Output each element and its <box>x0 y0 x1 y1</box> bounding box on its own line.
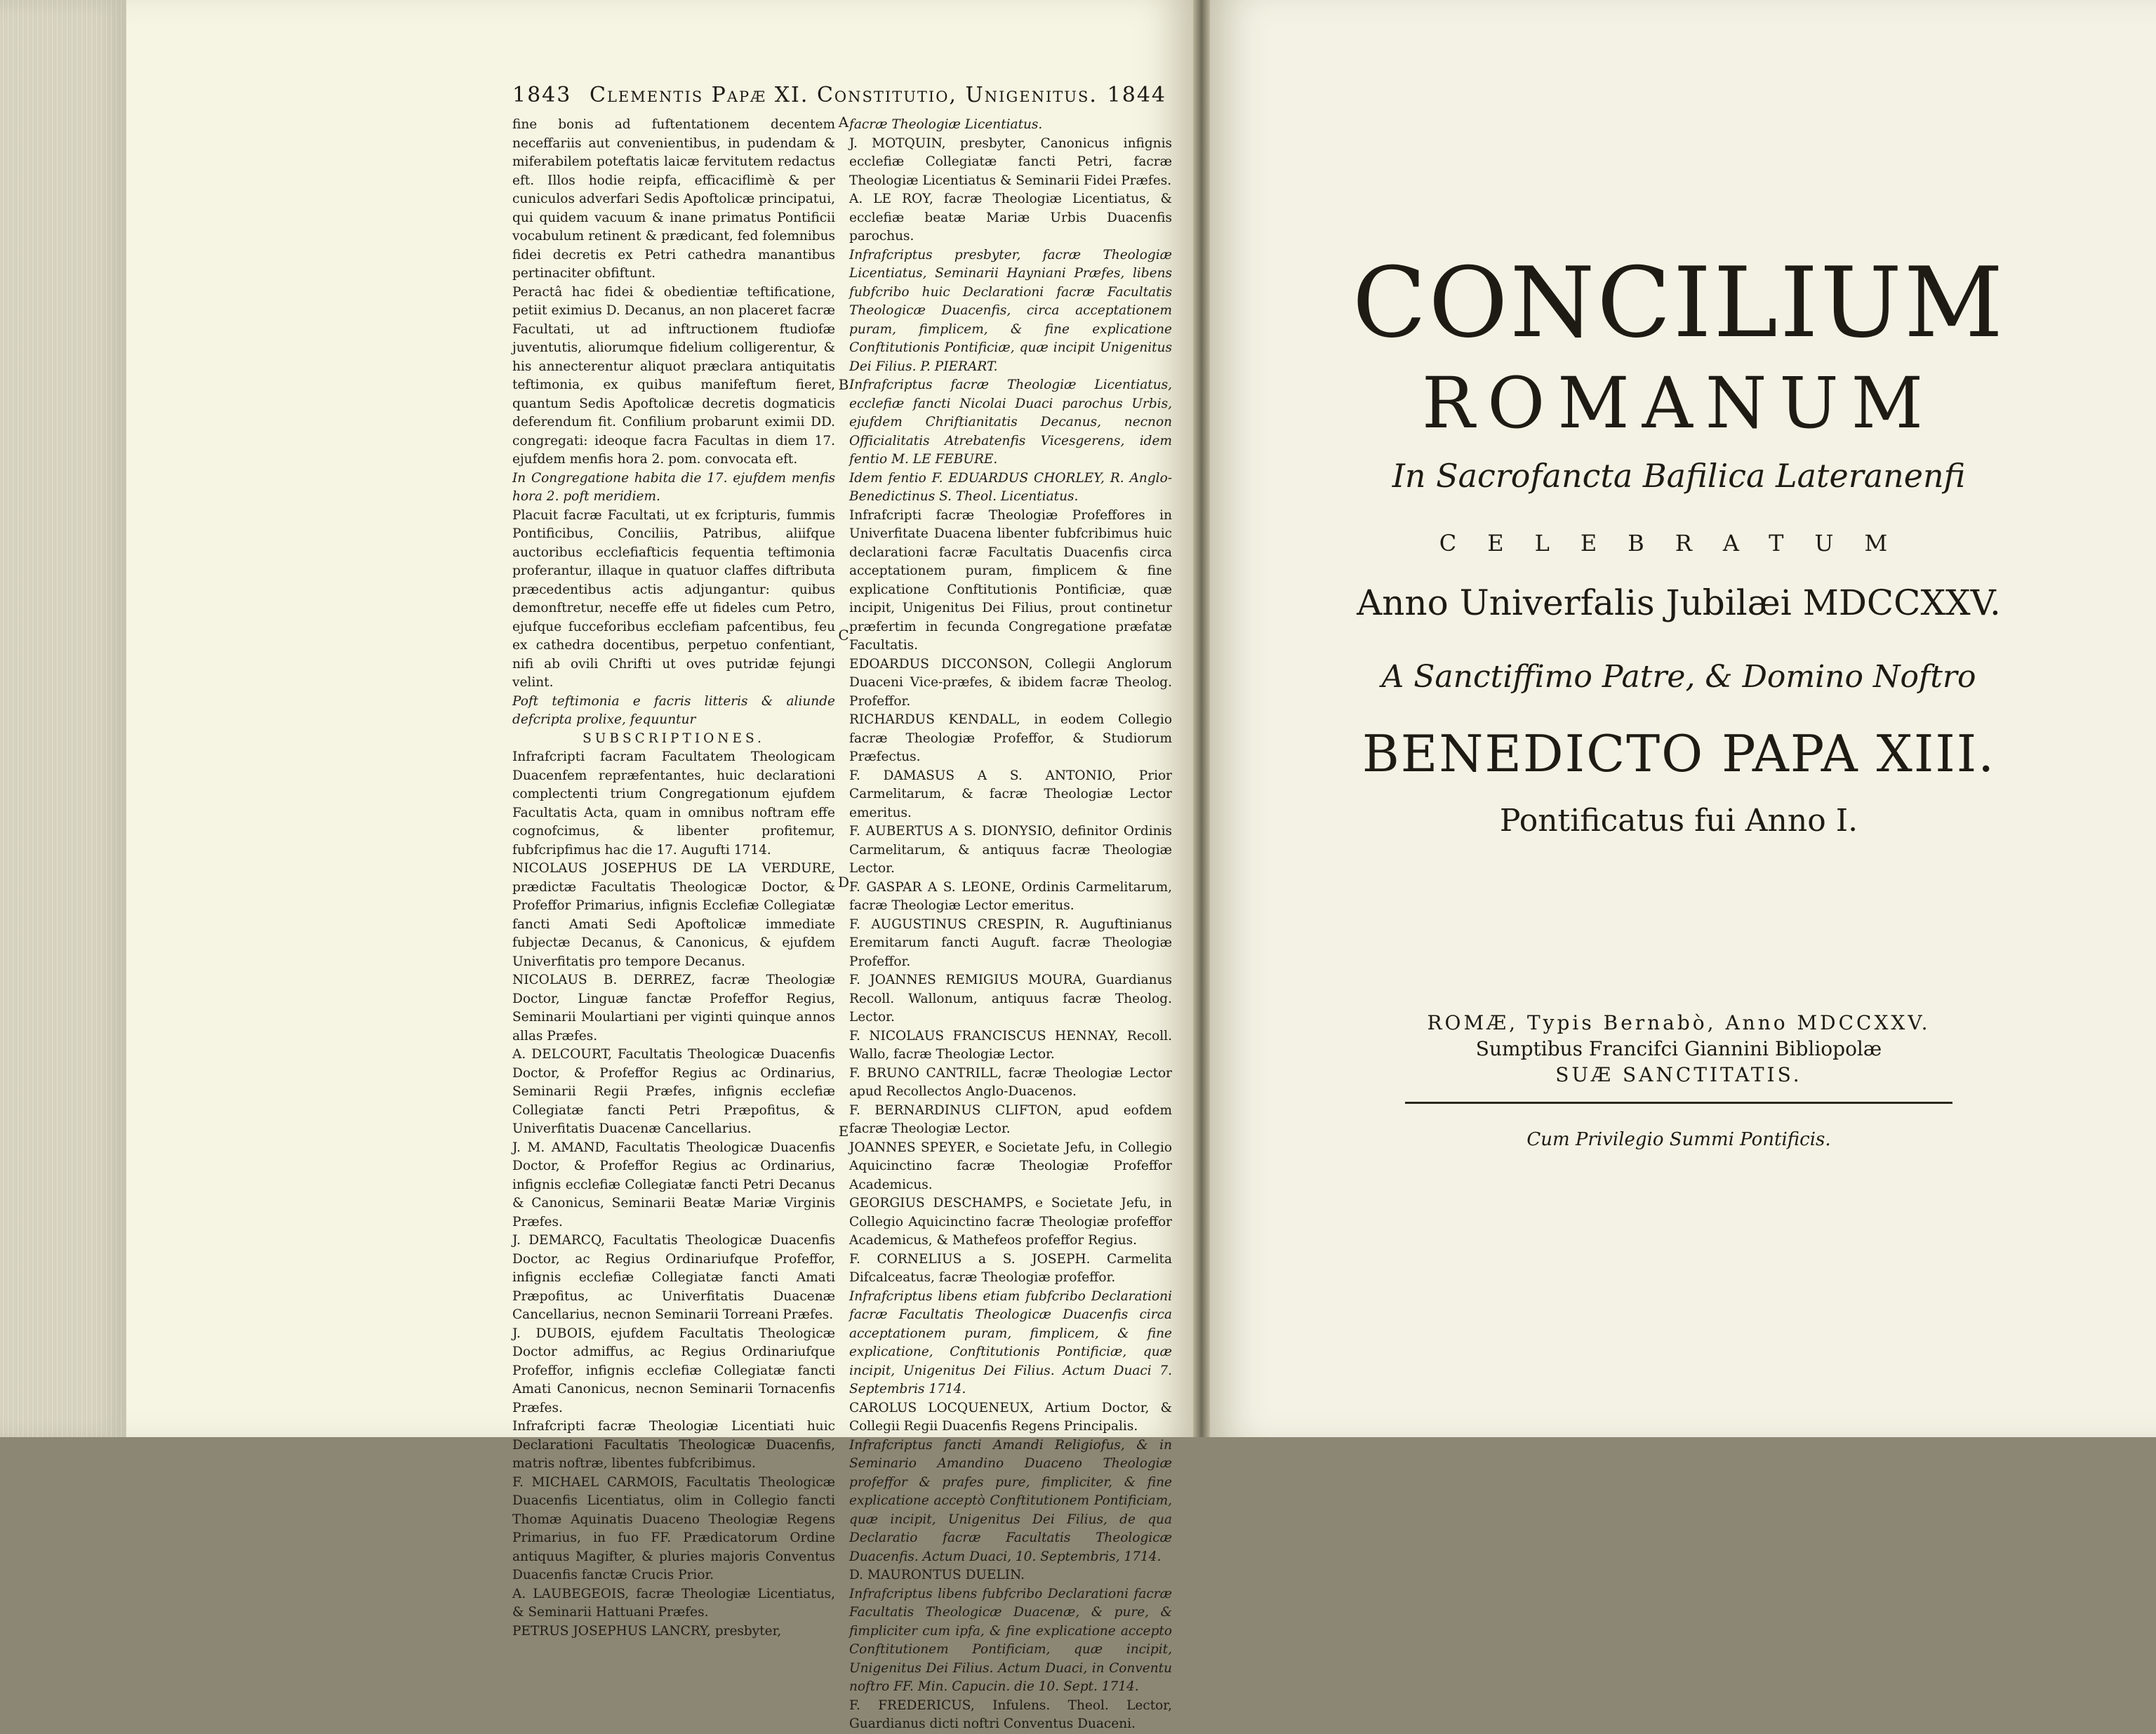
imprint-line: SUÆ SANCTITATIS. <box>1555 1063 1802 1086</box>
text-paragraph: SUBSCRIPTIONES. <box>583 731 765 746</box>
text-paragraph: F. AUGUSTINUS CRESPIN, R. Auguftinianus Eremitarum fancti Auguft. facræ Theologiæ Profeffor. <box>849 916 1172 969</box>
text-paragraph: NICOLAUS JOSEPHUS DE LA VERDURE, prædictæ Facultatis Theologicæ Doctor, & Profeffor Primarius, infignis Ecclefiæ Collegiatæ fancti Amati Sedi Apoftolicæ immediate fubjectæ Decanus, & Canonicus, & ejufdem Univerfitatis pro tempore Decanus. <box>512 861 835 969</box>
text-paragraph: A. LAUBEGEOIS, facræ Theologiæ Licentiatus, & Seminarii Hattuani Præfes. <box>512 1586 835 1620</box>
text-paragraph: F. MICHAEL CARMOIS, Facultatis Theologicæ Duacenfis Licentiatus, olim in Collegio fancti Thomæ Aquinatis Duaceno Theologiæ Regens Primarius, in fuo FF. Prædicatorum Ordine antiquus Magifter, & pluries majoris Conventus Duacenfis fanctæ Crucis Prior. <box>512 1474 835 1582</box>
text-paragraph: Peractâ hac fidei & obedientiæ teftificatione, petiit eximius D. Decanus, an non placeret facræ Facultati, ut ad inftructionem ftudiofæ juventutis, aliorumque fidelium colligerentur, & his annecterentur aliquot præclara antiquitatis teftimonia, ex quibus manifeftum fieret, quantum Sedis Apoftolicæ decretis dogmaticis deferendum fit. Confilium probarunt eximii DD. congregati: ideoque facra Facultas in diem 17. ejufdem menfis hora 2. pom. convocata eft. <box>512 284 835 467</box>
text-paragraph: Infrafcripti facræ Theologiæ Profeffores in Univerfitate Duacena libenter fubfcribimus huic declarationi facræ Facultatis Duacenfis circa acceptationem puram, fimplicem & fine explicatione Conftitutionis Pontificiæ, quæ incipit, Unigenitus Dei Filius, prout continetur præfertim in fecunda Congregatione præfatæ Facultatis. <box>849 507 1172 653</box>
margin-letter: B <box>838 376 849 393</box>
text-paragraph: J. M. AMAND, Facultatis Theologicæ Duacenfis Doctor, & Profeffor Regius ac Ordinarius, infignis ecclefiæ Collegiatæ fancti Petri Decanus & Canonicus, Seminarii Beatæ Mariæ Virginis Præfes. <box>512 1140 835 1229</box>
text-column-left <box>512 116 835 1639</box>
text-paragraph: F. FREDERICUS, Infulens. Theol. Lector, Guardianus dicti noftri Conventus Duaceni. <box>849 1698 1172 1731</box>
text-paragraph: CAROLUS LOCQUENEUX, Artium Doctor, & Collegii Regii Duacenfis Regens Principalis. <box>849 1400 1172 1434</box>
text-paragraph: F. BRUNO CANTRILL, facræ Theologiæ Lector apud Recollectos Anglo-Duacenos. <box>849 1065 1172 1099</box>
privilegio-line: Cum Privilegio Summi Pontificis. <box>1526 1129 1831 1150</box>
running-head <box>512 83 1166 116</box>
imprint-line: ROMÆ, Typis Bernabò, Anno MDCCXXV. <box>1427 1011 1931 1034</box>
margin-letter: C <box>838 627 849 643</box>
text-paragraph: J. MOTQUIN, presbyter, Canonicus infignis ecclefiæ Collegiatæ fancti Petri, facræ Theologiæ Licentiatus & Seminarii Fidei Præfes. <box>849 135 1172 188</box>
text-paragraph: EDOARDUS DICCONSON, Collegii Anglorum Duaceni Vice-præfes, & ibidem facræ Theolog. Profeffor. <box>849 656 1172 709</box>
text-column-right <box>849 116 1172 1731</box>
text-paragraph: PETRUS JOSEPHUS LANCRY, presbyter, <box>512 1623 782 1639</box>
text-paragraph: JOANNES SPEYER, e Societate Jefu, in Collegio Aquicinctino facræ Theologiæ Profeffor Academicus. <box>849 1140 1172 1192</box>
text-paragraph: D. MAURONTUS DUELIN. <box>849 1568 1025 1582</box>
imprint-line: Sumptibus Francifci Giannini Bibliopolæ <box>1475 1037 1882 1060</box>
text-paragraph: In Congregatione habita die 17. ejufdem menfis hora 2. poft meridiem. <box>512 470 835 504</box>
text-paragraph: J. DUBOIS, ejufdem Facultatis Theologicæ Doctor admiffus, ac Regius Ordinariufque Profeffor, infignis ecclefiæ Collegiatæ fancti Amati Canonicus, necnon Seminarii Tornacenfis Præfes. <box>512 1326 835 1415</box>
text-paragraph: Idem fentio F. EDUARDUS CHORLEY, R. Anglo-Benedictinus S. Theol. Licentiatus. <box>849 470 1172 504</box>
text-paragraph: Poft teftimonia e facris litteris & aliunde defcripta prolixe, fequuntur <box>512 693 835 727</box>
text-paragraph: F. BERNARDINUS CLIFTON, apud eofdem facræ Theologiæ Lector. <box>849 1102 1172 1136</box>
text-paragraph: F. CORNELIUS a S. JOSEPH. Carmelita Difcalceatus, facræ Theologiæ profeffor. <box>849 1251 1172 1285</box>
text-paragraph: Infrafcriptus facræ Theologiæ Licentiatus, ecclefiæ fancti Nicolai Duaci parochus Urbis, ejufdem Chriftianitatis Decanus, necnon Officialitatis Atrebatenfis Vicesgerens, idem fentio M. LE FEBURE. <box>849 378 1172 467</box>
text-paragraph: Infrafcriptus libens etiam fubfcribo Declarationi facræ Facultatis Theologicæ Duacenfis circa acceptationem puram, fimplicem, & fine explicatione, Conftitutionis Pontificiæ, quæ incipit, Unigenitus Dei Filius. Actum Duaci 7. Septembris 1714. <box>849 1288 1172 1396</box>
title-pontificatus: Pontificatus fui Anno I. <box>1499 803 1858 839</box>
text-paragraph: A. LE ROY, facræ Theologiæ Licentiatus, & ecclefiæ beatæ Mariæ Urbis Duacenfis parochus. <box>849 192 1172 244</box>
text-paragraph: F. DAMASUS A S. ANTONIO, Prior Carmelitarum, & facræ Theologiæ Lector emeritus. <box>849 768 1172 820</box>
text-paragraph: NICOLAUS B. DERREZ, facræ Theologiæ Doctor, Linguæ fanctæ Profeffor Regius, Seminarii Moulartiani per viginti quinque annos allas Præfes. <box>512 973 835 1043</box>
margin-letter: D <box>838 874 850 891</box>
page-number-right: 1844 <box>1107 83 1166 107</box>
title-concilium: CONCILIUM <box>1352 246 2006 359</box>
text-paragraph: facræ Theologiæ Licentiatus. <box>849 117 1043 132</box>
text-paragraph: J. DEMARCQ, Facultatis Theologicæ Duacenfis Doctor, ac Regius Ordinariufque Profeffor, infignis ecclefiæ Collegiatæ fancti Amati Præpofitus, ac Univerfitatis Duacenæ Cancellarius, necnon Seminarii Torreani Præfes. <box>512 1233 835 1322</box>
page-block-edge <box>0 0 126 1437</box>
text-paragraph: RICHARDUS KENDALL, in eodem Collegio facræ Theologiæ Profeffor, & Studiorum Præfectus. <box>849 712 1172 764</box>
page-number-left: 1843 <box>512 83 572 107</box>
text-paragraph: Infrafcriptus presbyter, facræ Theologiæ Licentiatus, Seminarii Hayniani Præfes, libens fubfcribo huic Declarationi facræ Facultatis Theologicæ Duacenfis, circa acceptationem puram, fimplicem, & fine explicatione Conftitutionis Pontificiæ, quæ incipit Unigenitus Dei Filius. P. PIERART. <box>849 247 1172 374</box>
running-title: Clementis Papæ XI. Constitutio, Unigenitus. <box>590 83 1098 107</box>
text-paragraph: F. NICOLAUS FRANCISCUS HENNAY, Recoll. Wallo, facræ Theologiæ Lector. <box>849 1028 1172 1062</box>
text-paragraph: Infrafcriptus libens fubfcribo Declarationi facræ Facultatis Theologicæ Duacenæ, & pure, & fimpliciter cum ipfa, & fine explicatione accepto Conftitutionem Pontificiam, quæ incipit, Unigenitus Dei Filius. Actum Duaci, in Conventu noftro FF. Min. Capucin. die 10. Sept. 1714. <box>849 1586 1172 1694</box>
margin-letter: A <box>838 114 849 131</box>
text-paragraph: Infrafcripti facram Facultatem Theologicam Duacenfem repræfentantes, huic declarationi complectenti trium Congregationum ejufdem Facultatis Acta, quam in omnibus noftram effe cognofcimus, & libenter profitemur, fubfcripfimus hac die 17. Augufti 1714. <box>512 749 835 858</box>
title-anno: Anno Univerfalis Jubilæi MDCCXXV. <box>1357 582 2001 623</box>
text-paragraph: fine bonis ad fuftentationem decentem neceffariis aut convenientibus, in pudendam & miferabilem poteftatis laicæ fervitutem redactus eft. Illos hodie reipfa, efficaciflimè & per cuniculos adverfari Sedis Apoftolicæ principatui, qui quidem vacuum & inane primatus Pontificii vocabulum retinent & prædicant, fed folemnibus fidei decretis ex Petri cathedra manantibus pertinaciter obfiftunt. <box>512 117 835 281</box>
text-paragraph: A. DELCOURT, Facultatis Theologicæ Duacenfis Doctor, & Profeffor Regius ac Ordinarius, Seminarii Regii Præfes, infignis ecclefiæ Collegiatæ fancti Petri Præpofitus, & Univerfitatis Duacenæ Cancellarius. <box>512 1047 835 1136</box>
text-paragraph: F. AUBERTUS A S. DIONYSIO, definitor Ordinis Carmelitarum, & antiquus facræ Theologiæ Lector. <box>849 824 1172 876</box>
text-paragraph: F. GASPAR A S. LEONE, Ordinis Carmelitarum, facræ Theologiæ Lector emeritus. <box>849 879 1172 913</box>
title-page <box>1202 0 2156 1437</box>
title-basilica: In Sacrofancta Bafilica Lateranenfi <box>1392 457 1966 495</box>
text-paragraph: F. JOANNES REMIGIUS MOURA, Guardianus Recoll. Wallonum, antiquus facræ Theolog. Lector. <box>849 973 1172 1025</box>
margin-letter: E <box>838 1123 849 1140</box>
title-celebratum: CELEBRATUM <box>1439 530 1919 556</box>
text-paragraph: Placuit facræ Facultati, ut ex fcripturis, fummis Pontificibus, Conciliis, Patribus, aliifque auctoribus ecclefiafticis fequentia teftimonia proferantur, illaque in quatuor claffes diftributa præcedentibus actis adjungantur: quibus demonftretur, neceffe effe ut fideles cum Petro, ejufque fucceforibus ecclefiam pafcentibus, feu ex cathedra docentibus, perpetuo confentiant, nifi ab ovili Chrifti ut oves putridæ fejungi velint. <box>512 507 835 690</box>
horizontal-rule <box>1405 1102 1952 1104</box>
title-sanctissimo: A Sanctiffimo Patre, & Domino Noftro <box>1381 659 1976 695</box>
text-paragraph: GEORGIUS DESCHAMPS, e Societate Jefu, in Collegio Aquicinctino facræ Theologiæ profeffor Academicus, & Mathefeos profeffor Regius. <box>849 1196 1172 1248</box>
title-romanum: ROMANUM <box>1421 362 1936 444</box>
text-paragraph: Infrafcriptus fancti Amandi Religiofus, & in Seminario Amandino Duaceno Theologiæ profeffor & prafes pure, fimpliciter, & fine explicatione acceptò Conftitutionem Pontificiam, quæ incipit, Unigenitus Dei Filius, de qua Declaratio facræ Facultatis Theologicæ Duacenfis. Actum Duaci, 10. Septembris, 1714. <box>849 1437 1172 1564</box>
text-paragraph: Infrafcripti facræ Theologiæ Licentiati huic Declarationi Facultatis Theologicæ Duacenfis, matris noftræ, libentes fubfcribimus. <box>512 1419 835 1471</box>
title-benedicto: BENEDICTO PAPA XIII. <box>1362 724 1996 783</box>
